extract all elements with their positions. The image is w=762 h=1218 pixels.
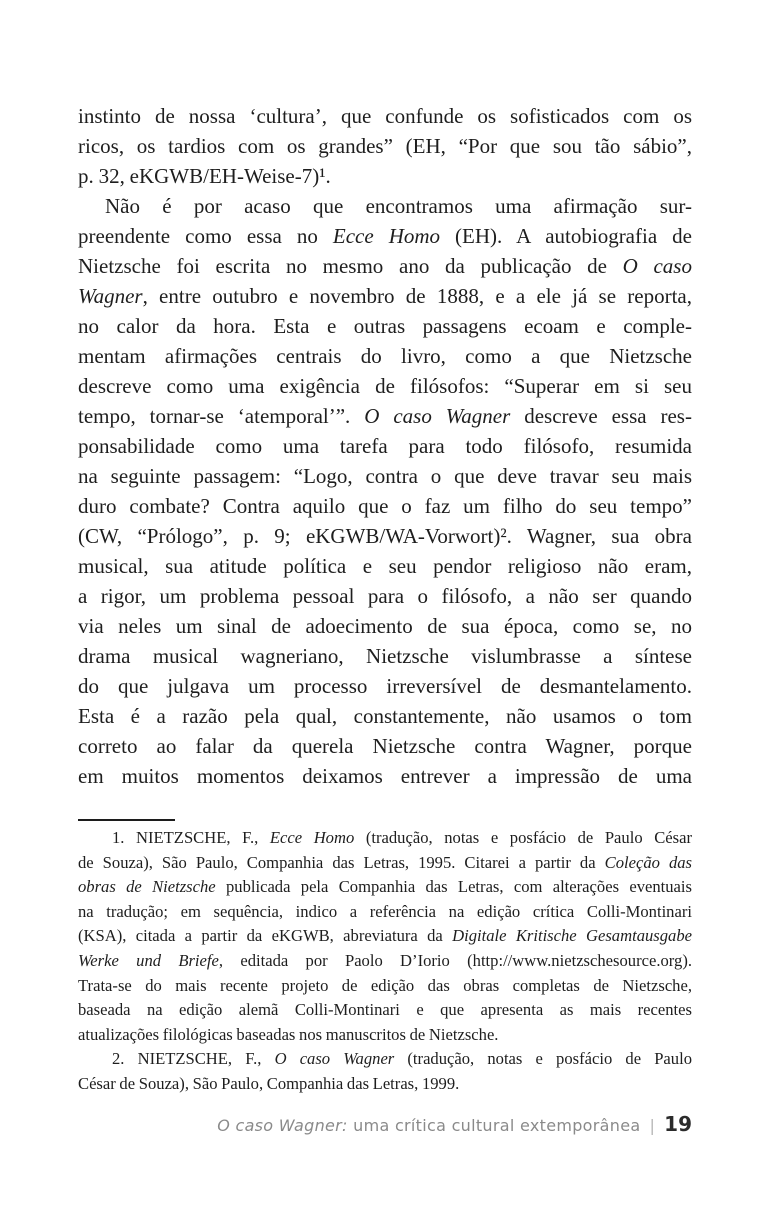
text-line: ricos, os tardios com os grandes” (EH, “Por que sou tão sábio”, <box>78 134 692 158</box>
footer-book-title: O caso Wagner: <box>217 1116 348 1135</box>
text-line: 1. NIETZSCHE, F., Ecce Homo (tradução, notas e posfácio de Paulo César <box>112 828 692 847</box>
text-line: em muitos momentos deixamos entrever a impressão de uma <box>78 764 692 788</box>
footnote-1 <box>78 826 692 1047</box>
text-line: drama musical wagneriano, Nietzsche vislumbrasse a síntese <box>78 644 692 668</box>
text-line: correto ao falar da querela Nietzsche contra Wagner, porque <box>78 734 692 758</box>
text-line: tempo, tornar-se ‘atemporal’”. O caso Wagner descreve essa res- <box>78 404 692 428</box>
text-line: musical, sua atitude política e seu pendor religioso não eram, <box>78 554 692 578</box>
text-line: mentam afirmações centrais do livro, como a que Nietzsche <box>78 344 692 368</box>
text-line: Nietzsche foi escrita no mesmo ano da publicação de O caso <box>78 254 692 278</box>
text-line: Esta é a razão pela qual, constantemente, não usamos o tom <box>78 704 692 728</box>
text-line: César de Souza), São Paulo, Companhia das Letras, 1999. <box>78 1073 460 1093</box>
text-line: duro combate? Contra aquilo que o faz um filho do seu tempo” <box>78 494 692 518</box>
text-line: Wagner, entre outubro e novembro de 1888, e a ele já se reporta, <box>78 284 692 308</box>
running-footer <box>78 1112 692 1136</box>
text-line: na tradução; em sequência, indico a referência na edição crítica Colli-Montinari <box>78 901 692 921</box>
text-line: (KSA), citada a partir da eKGWB, abreviatura da Digitale Kritische Gesamtausgabe <box>78 926 692 946</box>
text-line: (CW, “Prólogo”, p. 9; eKGWB/WA-Vorwort)². Wagner, sua obra <box>78 524 692 548</box>
text-line: do que julgava um processo irreversível de desmantelamento. <box>78 674 692 698</box>
text-line: via neles um sinal de adoecimento de sua época, como se, no <box>78 614 692 638</box>
text-line: Trata-se do mais recente projeto de edição das obras completas de Nietzsche, <box>78 975 692 995</box>
footer-page-number: 19 <box>664 1112 692 1136</box>
text-line: no calor da hora. Esta e outras passagens ecoam e comple- <box>78 314 692 338</box>
text-line: baseada na edição alemã Colli-Montinari e que apresenta as mais recentes <box>78 1000 692 1020</box>
text-line: ponsabilidade como uma tarefa para todo filósofo, resumida <box>78 434 692 458</box>
body-text-block <box>78 101 692 791</box>
text-line: obras de Nietzsche publicada pela Companhia das Letras, com alterações eventuais <box>78 877 692 897</box>
text-line: p. 32, eKGWB/EH-Weise-7)¹. <box>78 164 331 188</box>
text-line: preendente como essa no Ecce Homo (EH). A autobiografia de <box>78 224 693 248</box>
footer-divider: | <box>649 1116 656 1135</box>
text-line: Não é por acaso que encontramos uma afirmação sur- <box>105 194 692 218</box>
text-line: Werke und Briefe, editada por Paolo D’Iorio (http://www.nietzschesource.org). <box>78 950 692 970</box>
text-line: descreve como uma exigência de filósofos: “Superar em si seu <box>78 374 692 398</box>
footnotes-block <box>78 826 692 1097</box>
footer-chapter-subtitle: uma crítica cultural extemporânea <box>347 1116 641 1135</box>
text-line: de Souza), São Paulo, Companhia das Letras, 1995. Citarei a partir da Coleção das <box>78 852 692 872</box>
footnote-2 <box>78 1047 692 1096</box>
text-line: instinto de nossa ‘cultura’, que confunde os sofisticados com os <box>78 104 692 128</box>
text-line: a rigor, um problema pessoal para o filósofo, a não ser quando <box>78 584 692 608</box>
text-line: 2. NIETZSCHE, F., O caso Wagner (tradução, notas e posfácio de Paulo <box>112 1049 692 1069</box>
footnote-separator-rule <box>78 819 175 821</box>
text-line: atualizações filológicas baseadas nos manuscritos de Nietzsche. <box>78 1024 499 1044</box>
text-line: na seguinte passagem: “Logo, contra o que deve travar seu mais <box>78 464 692 488</box>
